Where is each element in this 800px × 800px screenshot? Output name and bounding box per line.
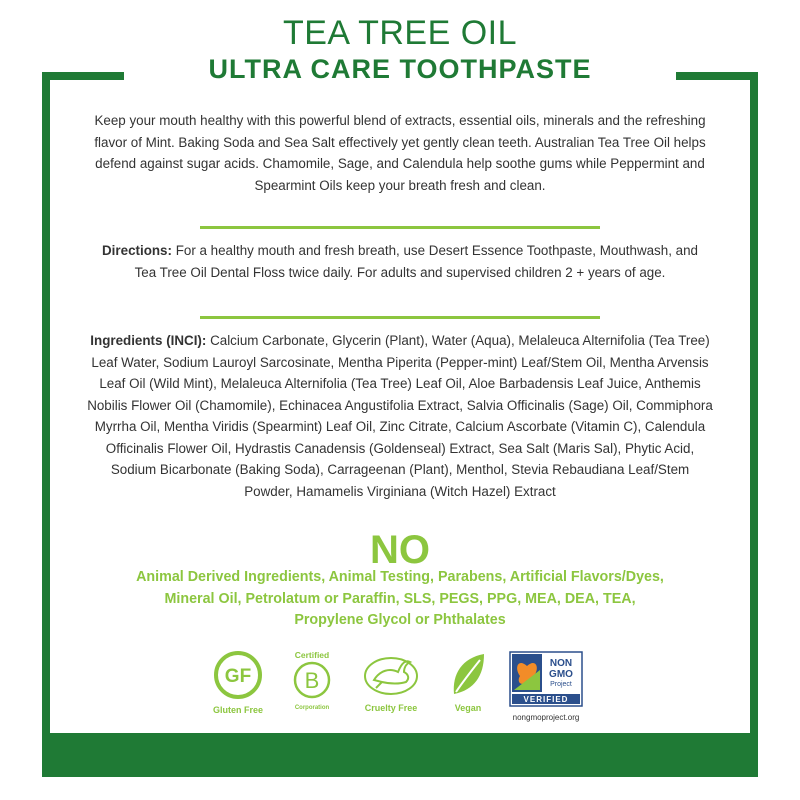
bcorp-certified-label: Certified xyxy=(294,650,330,660)
free-from-title: NO xyxy=(370,528,430,572)
frame-bottom-band xyxy=(42,733,758,777)
cruelty-free-label: Cruelty Free xyxy=(364,703,418,713)
cruelty-free-badge xyxy=(360,650,422,713)
directions-label: Directions: xyxy=(102,243,172,258)
gluten-free-label: Gluten Free xyxy=(213,705,264,715)
divider xyxy=(200,316,600,319)
product-subtitle: ULTRA CARE TOOTHPASTE xyxy=(208,54,592,84)
ingredients-label: Ingredients (INCI): xyxy=(90,333,207,348)
ingredients-text: Calcium Carbonate, Glycerin (Plant), Water (Aqua), Melaleuca Alternifolia (Tea Tree) Leaf Water, Sodium Lauroyl Sarcosinate, Mentha Piperita (Pepper-mint) Leaf/Stem Oil, Mentha Arvensis Leaf Oil (Wild Mint), Melaleuca Alternifolia (Tea Tree) Leaf Oil, Aloe Barbadensis Leaf Juice, Anthemis Nobilis Flower Oil (Chamomile), Echinacea Angustifolia Extract, Salvia Officinalis (Sage) Oil, Commiphora Myrrha Oil, Mentha Viridis (Spearmint) Leaf Oil, Zinc Citrate, Calcium Ascorbate (Vitamin C), Calendula Officinalis Flower Oil, Hydrastis Canadensis (Goldenseal) Extract, Sea Salt (Maris Sal), Phytic Acid, Sodium Bicarbonate (Baking Soda), Carrageenan (Plant), Menthol, Stevia Rebaudiana Leaf/Stem Powder, Hamamelis Virginiana (Witch Hazel) Extract xyxy=(87,333,713,499)
free-from-list: Animal Derived Ingredients, Animal Testing, Parabens, Artificial Flavors/Dyes, Mineral Oil, Petrolatum or Paraffin, SLS, PEGS, PPG, MEA, DEA, TEA, Propylene Glycol or Phthalates xyxy=(136,569,664,628)
non-gmo-line1: NON xyxy=(549,658,573,669)
leaping-bunny-icon xyxy=(360,650,422,698)
gluten-free-icon xyxy=(213,650,263,700)
non-gmo-url: nongmoproject.org xyxy=(512,713,580,722)
directions-text: For a healthy mouth and fresh breath, use Desert Essence Toothpaste, Mouthwash, and Tea Tree Oil Dental Floss twice daily. For adults and supervised children 2 + years of age. xyxy=(134,243,698,280)
product-title: TEA TREE OIL xyxy=(282,14,517,52)
non-gmo-verified: VERIFIED xyxy=(523,695,569,704)
non-gmo-badge xyxy=(508,650,584,722)
ingredients-paragraph xyxy=(85,330,715,502)
bcorp-corporation-label: Corporation xyxy=(294,705,330,711)
directions-paragraph xyxy=(90,240,710,283)
gluten-free-mark: GF xyxy=(224,666,252,687)
frame-right-border xyxy=(750,72,758,777)
bcorp-badge xyxy=(287,650,337,711)
frame-left-border xyxy=(42,72,50,777)
bcorp-icon xyxy=(287,660,337,700)
bcorp-mark: B xyxy=(304,668,320,693)
non-gmo-line2: GMO xyxy=(549,669,573,680)
vegan-label: Vegan xyxy=(454,703,482,713)
non-gmo-butterfly-icon xyxy=(508,650,584,708)
gluten-free-badge xyxy=(213,650,263,715)
intro-paragraph: Keep your mouth healthy with this powerful blend of extracts, essential oils, minerals and the refreshing flavor of Mint. Baking Soda and Sea Salt effectively yet gently clean teeth. Australian Tea Tree Oil helps defend against sugar acids. Chamomile, Sage, and Calendula help soothe gums while Peppermint and Spearmint Oils keep your breath fresh and clean. xyxy=(94,113,706,193)
non-gmo-line3: Project xyxy=(550,681,572,688)
vegan-badge xyxy=(448,650,488,713)
divider xyxy=(200,226,600,229)
leaf-icon xyxy=(448,650,488,698)
